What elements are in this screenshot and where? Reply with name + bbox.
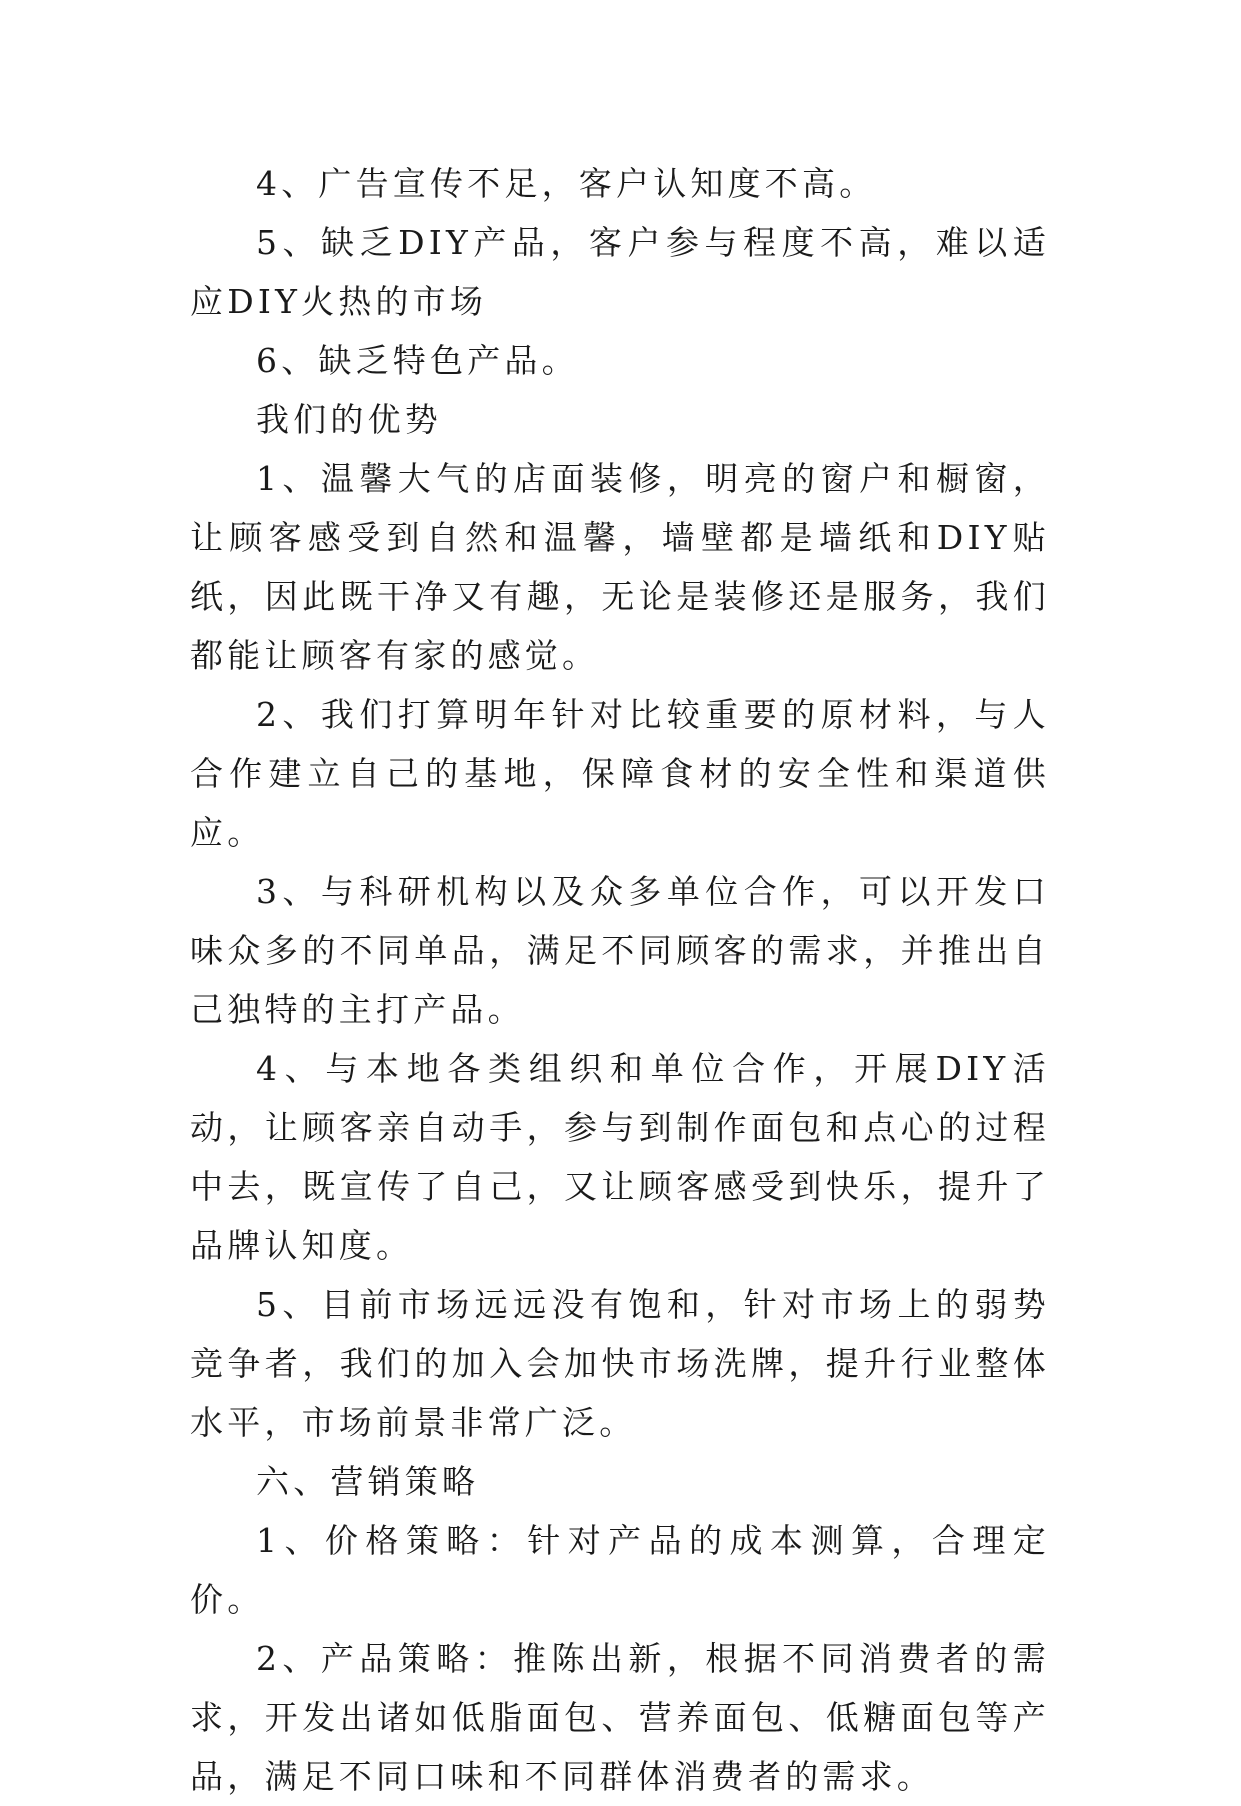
paragraph-advantage-4: 4、与本地各类组织和单位合作，开展DIY活动，让顾客亲自动手，参与到制作面包和点心的过程中去，既宣传了自己，又让顾客感受到快乐，提升了品牌认知度。 bbox=[190, 1049, 1050, 1265]
paragraph-weakness-4: 4、广告宣传不足，客户认知度不高。 bbox=[256, 164, 877, 203]
section-heading-marketing-strategy: 六、营销策略 bbox=[256, 1462, 480, 1501]
paragraph-advantage-1: 1、温馨大气的店面装修，明亮的窗户和橱窗，让顾客感受到自然和温馨，墙壁都是墙纸和DIY贴纸，因此既干净又有趣，无论是装修还是服务，我们都能让顾客有家的感觉。 bbox=[190, 459, 1050, 675]
paragraph-advantage-2: 2、我们打算明年针对比较重要的原材料，与人合作建立自己的基地，保障食材的安全性和渠道供应。 bbox=[190, 695, 1050, 852]
paragraph-advantage-5: 5、目前市场远远没有饱和，针对市场上的弱势竞争者，我们的加入会加快市场洗牌，提升行业整体水平，市场前景非常广泛。 bbox=[190, 1285, 1050, 1442]
document-body bbox=[190, 154, 1050, 1806]
paragraph-weakness-5: 5、缺乏DIY产品，客户参与程度不高，难以适应DIY火热的市场 bbox=[190, 223, 1050, 321]
paragraph-weakness-6: 6、缺乏特色产品。 bbox=[256, 341, 579, 380]
paragraph-advantage-3: 3、与科研机构以及众多单位合作，可以开发口味众多的不同单品，满足不同顾客的需求，并推出自己独特的主打产品。 bbox=[190, 872, 1050, 1029]
section-heading-advantages: 我们的优势 bbox=[256, 400, 442, 439]
paragraph-strategy-product: 2、产品策略：推陈出新，根据不同消费者的需求，开发出诸如低脂面包、营养面包、低糖面包等产品，满足不同口味和不同群体消费者的需求。 bbox=[190, 1639, 1050, 1796]
paragraph-strategy-price: 1、价格策略：针对产品的成本测算，合理定价。 bbox=[190, 1521, 1050, 1619]
